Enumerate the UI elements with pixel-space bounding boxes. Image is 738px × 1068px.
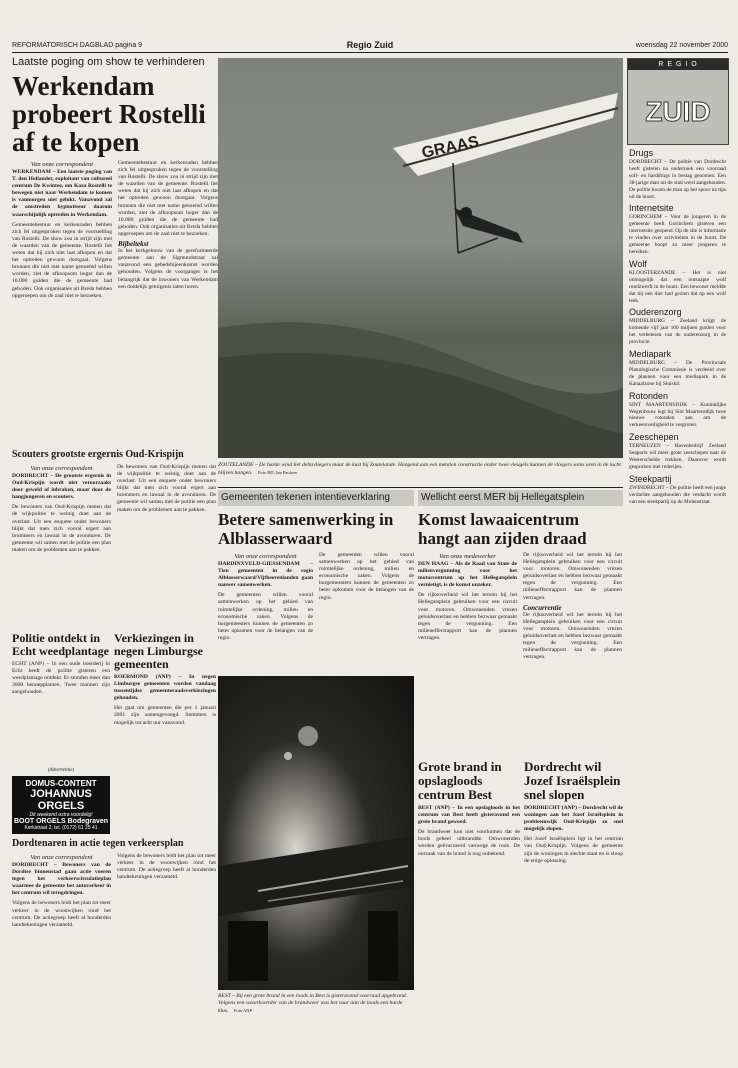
sidebar-item bbox=[629, 391, 726, 430]
rostelli-headline: Werkendam probeert Rostelli af te kopen bbox=[12, 71, 206, 157]
rostelli-lead: WERKENDAM – Een laatste poging van T. den Hollander, exploitant van cultureel centrum De Kwintee, om Kaza Rostelli te bewegen niet naar Werkendam te komen is vanmorgen niet gelukt. Vanavond zal de omstreden hypnotiseur daarom waarschijnlijk optreden in Werkendam. bbox=[12, 169, 112, 218]
ad-line4: BOOT ORGELS Bodegraven bbox=[13, 818, 109, 825]
sidebar-item-title: Drugs bbox=[629, 148, 654, 158]
sidebar-item bbox=[629, 307, 726, 346]
alblasserwaard-kicker: Gemeenten tekenen intentieverklaring bbox=[221, 492, 390, 503]
article-israelsplein bbox=[524, 760, 623, 1040]
sidebar-item bbox=[629, 203, 726, 255]
page-header bbox=[12, 40, 728, 53]
limburg-text: Het gaat om gemeenten die per 1 januari 2001 zijn samengevoegd. Stemmen is mogelijk tot acht uur vanavond. bbox=[114, 705, 216, 726]
hellegatsplein-kicker: Wellicht eerst MER bij Hellegatsplein bbox=[421, 492, 585, 503]
article-scouters bbox=[12, 449, 216, 629]
rostelli-body2: In het kerkgebouw van de gereformeerde gemeente aan de Sigmundstraat zal vanavond een gebedsbijeenkomst worden gehouden. Volgens de voorganger is het belangrijk dat de inwoners van Werkendam een duidelijk getuigenis laten horen. bbox=[118, 248, 218, 290]
alblasserwaard-byline: Van onze correspondent bbox=[234, 553, 297, 560]
hellegatsplein-text: De rijksoverheid wil het terrein bij het Hellegatsplein gebruiken voor een circuit voor motoren. Omwonenden vrezen geluidsoverlast en hebben bezwaar gemaakt tegen de vergunning. Een milieueffectrapport kan de plannen vertragen. bbox=[418, 592, 517, 641]
sidebar-item-title: Rotonden bbox=[629, 390, 669, 401]
hellegatsplein-text-col2: De rijksoverheid wil het terrein bij het Hellegatsplein gebruiken voor een circuit voor motoren. Omwonenden vrezen geluidsoverlast en hebben bezwaar gemaakt tegen de vergunning. Een milieueffectrapport kan de plannen vertragen. bbox=[523, 552, 622, 601]
sidebar-item bbox=[629, 259, 726, 305]
photo2-credit: Foto ANP bbox=[233, 1008, 252, 1013]
limburg-lead: ROERMOND (ANP) – In negen Limburgse gemeenten worden vandaag tussentijdse gemeenteraadsverkiezingen gehouden. bbox=[114, 674, 216, 702]
sidebar-item-text: GORINCHEM – Voor de jongeren in de gemeente heeft Gorinchem gisteren een internetsite geopend. Op de site is informatie te vinden over activiteiten in de buurt. De gemeente hoopt zo meer jongeren te bereiken. bbox=[629, 214, 726, 255]
sidebar-item-title: Ouderenzorg bbox=[629, 307, 682, 318]
sidebar-item-text: TERNEUZEN – Havenbedrijf Zeeland Seaports wil meer grote zeeschepen naar de Westerschelde trekken. Daarover wordt gesproken met rederijen. bbox=[629, 443, 726, 470]
rostelli-body: Gemeentebestuur en kerkenraden hebben zich fel uitgesproken tegen de voorstelling van Rostelli. De show zou in strijd zijn met de waarden van de gemeente. Rostelli liet weten dat hij zich niet laat afkopen en dat het optreden gewoon doorgaat. Volgens bronnen die niet met name genoemd willen worden, ziet de afkoopsom hoger dan de 10.000 gulden die de gemeente had geboden. Ook organisaties uit Breda hebben opgeroepen om de zaal niet te bezoeken. bbox=[12, 221, 112, 299]
israelsplein-lead: DORDRECHT (ANP) – Dordrecht wil de woningen aan het Jozef Israëlsplein in probleemwijk Oud-Krispijn zo snel mogelijk slopen. bbox=[524, 805, 623, 833]
rostelli-byline: Van onze correspondent bbox=[30, 161, 94, 168]
sidebar-item-text: SINT MAARTENSDIJK – Koninklijke Wegenbouw legt bij Sint Maartensdijk twee nieuwe rotonden aan om de verkeersveiligheid te vergroten. bbox=[629, 401, 726, 429]
dordtenaren-byline: Van onze correspondent bbox=[30, 854, 93, 861]
article-dordtenaren bbox=[12, 838, 216, 1038]
header-date: woensdag 22 november 2000 bbox=[635, 42, 728, 49]
regio-zuid-box bbox=[627, 58, 729, 145]
alblasserwaard-headline: Betere samenwerking in Alblasserwaard bbox=[218, 510, 394, 548]
brand-headline: Grote brand in opslagloods centrum Best bbox=[418, 760, 502, 802]
photo2-caption bbox=[218, 993, 414, 1033]
scouters-headline: Scouters grootste ergernis Oud-Krispijn bbox=[12, 449, 184, 460]
sidebar-item-text: DORDRECHT – De politie van Dordrecht heeft gisteren na onderzoek een voorraad soft- en harddrugs in beslag genomen. Een 38-jarige man uit de stad werd aangehouden. De politie kwam de man op het spoor na tips uit de buurt. bbox=[629, 159, 726, 200]
glider-sail-text: GRAAS bbox=[420, 133, 481, 162]
alblasserwaard-text-col2: De gemeenten willen vooral samenwerken op het gebied van ruimtelijke ordening, milieu en economische zaken. Volgens de burgemeesters kunnen de gemeenten zo beter opkomen voor de belangen van de regio. bbox=[319, 552, 414, 601]
ad-line1: DOMUS-CONTENT bbox=[25, 779, 97, 788]
sidebar-item-title: Wolf bbox=[629, 258, 647, 269]
sidebar-item bbox=[629, 474, 726, 506]
hellegatsplein-subhead: Concurrentie bbox=[523, 603, 562, 612]
sidebar-item bbox=[629, 148, 726, 200]
scouters-body-col2: De bewoners van Oud-Krispijn menen dat de wijkpolitie te weinig doet aan de overlast. Uit een enquete onder bewoners blijkt dat men zich vooral ergert aan brommers en lawaai in de avonduren. De gemeente wil samen met de politie een plan maken om de problemen aan te pakken. bbox=[117, 464, 216, 513]
hellegatsplein-headline: Komst lawaaicentrum hangt aan zijden draad bbox=[418, 510, 587, 548]
photo-fire bbox=[218, 676, 414, 990]
article-brand bbox=[418, 760, 520, 1040]
rostelli-subhead: Bijbeltekst bbox=[118, 240, 149, 249]
alblasserwaard-lead: HARDINXVELD-GIESSENDAM – Tien gemeenten in de regio Alblasserwaard/Vijfheerenlanden gaan nauwer samenwerken. bbox=[218, 561, 313, 589]
sidebar-item-title: Internetsite bbox=[629, 203, 674, 214]
sidebar-item-text: ZWINDRECHT – De politie heeft een jonge verdachte aangehouden die verdacht wordt van een steekpartij op de Molenstraat. bbox=[629, 484, 726, 505]
alblasserwaard-text: De gemeenten willen vooral samenwerken op het gebied van ruimtelijke ordening, milieu en economische zaken. Volgens de burgemeesters kunnen de gemeenten zo beter opkomen voor de belangen van de regio. bbox=[218, 592, 313, 641]
dordtenaren-text-col2: Volgens de bewoners leidt het plan tot meer verkeer in de woonwijken rond het centrum. De actiegroep heeft al honderden handtekeningen verzameld. bbox=[117, 853, 216, 881]
ad-box[interactable] bbox=[12, 776, 110, 834]
regio-label: R E G I O bbox=[628, 59, 728, 70]
photo1-credit: Foto RD, Jan Paulsen bbox=[257, 470, 297, 475]
fire-illustration bbox=[218, 676, 414, 990]
israelsplein-headline: Dordrecht wil Jozef Israëlsplein snel slopen bbox=[524, 760, 621, 802]
israelsplein-text: Het Jozef Israëlsplein ligt in het centrum van Oud-Krispijn. Volgens de gemeente zijn de woningen in slechte staat en is sloop de enige oplossing. bbox=[524, 836, 623, 864]
sidebar-item-text: MIDDELBURG – De Provinciale Planologische Commissie is verdeeld over de plannen voor een mediapark in de Kanaalzone bij Sluiskil. bbox=[629, 360, 726, 387]
scouters-lead: DORDRECHT – De grootste ergernis in Oud-Krispijn wordt niet veroorzaakt door geweld of inbraken, maar door de hangjongeren en scouters. bbox=[12, 473, 111, 501]
ad-line5: Kerkstraat 2, tel. (0172) 61 25 41 bbox=[24, 825, 98, 831]
brand-lead: BEST (ANP) – In een opslagloods in het centrum van Best heeft gisteravond een grote brand gewoed. bbox=[418, 805, 520, 826]
politie-headline: Politie ontdekt in Echt weedplantage bbox=[12, 632, 109, 658]
rostelli-body-col2: Gemeentebestuur en kerkenraden hebben zich fel uitgesproken tegen de voorstelling van Rostelli. De show zou in strijd zijn met de waarden van de gemeente. Rostelli liet weten dat hij zich niet laat afkopen en dat het optreden gewoon doorgaat. Volgens bronnen die niet met name genoemd willen worden, ziet de afkoopsom hoger dan de 10.000 gulden die de gemeente had geboden. Ook organisaties uit Breda hebben opgeroepen om de zaal niet te bezoeken. bbox=[118, 160, 218, 237]
article-alblasserwaard bbox=[218, 490, 414, 670]
sidebar-item-text: KLOOSTERZANDE – Het is niet onmogelijk dat een ontsnapte wolf rondzwerft in de buurt. Een bewoner meldde dat hij een dier had gezien dat op een wolf leek. bbox=[629, 269, 726, 304]
article-politie bbox=[12, 632, 110, 764]
article-limburg bbox=[114, 632, 216, 834]
article-hellegatsplein bbox=[418, 490, 623, 755]
photo1-caption bbox=[218, 462, 623, 484]
brand-text: De brandweer kon niet voorkomen dat de loods geheel uitbrandde. Omwonenden werden geëvacueerd vanwege de rook. De oorzaak van de brand is nog onbekend. bbox=[418, 829, 520, 857]
sidebar-item bbox=[629, 432, 726, 471]
article-rostelli bbox=[12, 56, 218, 446]
header-section: Regio Zuid bbox=[346, 40, 394, 50]
photo2-caption-text: BEST – Bij een grote brand in een loods in Best is gisteravond voorraad opgebrand. Volgens een woordvoerder van de brandweer was het vuur aan de loods een harde klus. bbox=[218, 993, 408, 1014]
ad-label: (Advertentie) bbox=[47, 768, 75, 773]
sidebar-item bbox=[629, 349, 726, 388]
sidebar-item-title: Zeeschepen bbox=[629, 432, 679, 443]
scouters-byline: Van onze correspondent bbox=[30, 465, 93, 472]
hellegatsplein-text-col3: De rijksoverheid wil het terrein bij het Hellegatsplein gebruiken voor een circuit voor motoren. Omwonenden vrezen geluidsoverlast en hebben bezwaar gemaakt tegen de vergunning. Een milieueffectrapport kan de plannen vertragen. bbox=[523, 611, 622, 661]
hang-glider-illustration bbox=[218, 58, 623, 458]
scouters-body: De bewoners van Oud-Krispijn menen dat de wijkpolitie te weinig doet aan de overlast. Uit een enquete onder bewoners blijkt dat men zich vooral ergert aan brommers en lawaai in de avonduren. De gemeente wil samen met de politie een plan maken om de problemen aan te pakken. bbox=[12, 504, 111, 553]
limburg-headline: Verkiezingen in negen Limburgse gemeenten bbox=[114, 632, 204, 671]
hellegatsplein-byline: Van onze medewerker bbox=[439, 553, 496, 560]
ad-line3: Dit weekend extra voordelig! bbox=[29, 812, 93, 818]
politie-text: ECHT (ANP) – In een oude boerderij in Echt heeft de politie gisteren een weedplantage ontdekt. Er stonden meer dan 3000 hennepplanten. Twee mannen zijn aangehouden. bbox=[12, 661, 110, 696]
sidebar-item-text: MIDDELBURG – Zeeland krijgt de komende vijf jaar 160 miljoen gulden voor het verbeteren van de ouderenzorg in de provincie. bbox=[629, 318, 726, 346]
photo1-caption-text: ZOUTELANDE – De harde wind liet deltavliegers maar de kust bij Zoutelande. Hangend aan een metalen constructie onder twee vleugels kunnen de vliegers soms uren in de lucht blijven hangen. bbox=[218, 462, 621, 476]
photo-hang-glider bbox=[218, 58, 623, 458]
ad-line2: JOHANNUS ORGELS bbox=[30, 788, 92, 812]
dordtenaren-lead: DORDRECHT – Bewoners van de Dordtse binnenstad gaan actie voeren tegen het verkeerscirculatieplan waarmee de gemeente het autoverkeer in het centrum wil terugdringen. bbox=[12, 862, 111, 897]
header-paper: REFORMATORISCH DAGBLAD pagina 9 bbox=[12, 42, 143, 49]
sidebar-item-title: Mediapark bbox=[629, 349, 672, 360]
sidebar-item-title: Steekpartij bbox=[629, 473, 672, 484]
hellegatsplein-lead: DEN HAAG – Als de Raad van State de milieuvergunning voor het motorcentrum op het Hellegatsplein vernietigt, is de komst onzeker. bbox=[418, 561, 517, 589]
sidebar-news bbox=[629, 148, 726, 1038]
rostelli-kicker: Laatste poging om show te verhinderen bbox=[12, 56, 205, 68]
regio-title: ZUID bbox=[645, 96, 711, 127]
dordtenaren-headline: Dordtenaren in actie tegen verkeersplan bbox=[12, 838, 184, 849]
advertisement bbox=[12, 766, 110, 836]
dordtenaren-text: Volgens de bewoners leidt het plan tot meer verkeer in de woonwijken rond het centrum. De actiegroep heeft al honderden handtekeningen verzameld. bbox=[12, 900, 111, 928]
